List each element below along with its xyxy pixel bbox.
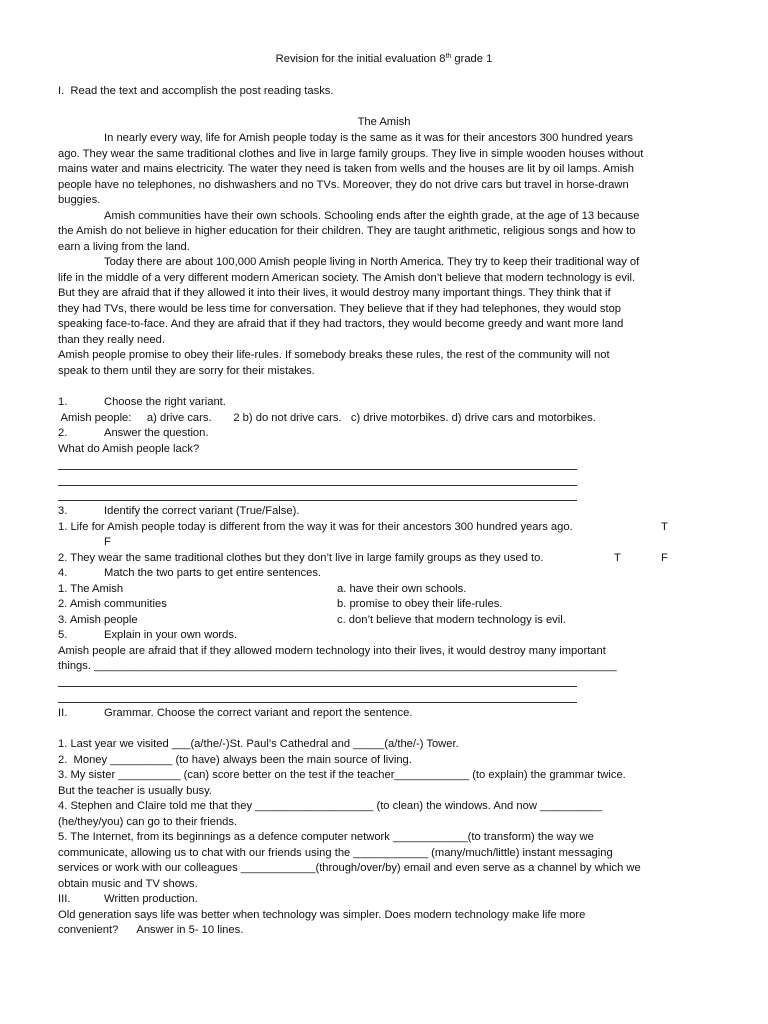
grammar-line: 1. Last year we visited ___(a/the/-)St. Paul’s Cathedral and _____(a/the/-) Tower.	[58, 738, 459, 750]
task-1-label: Choose the right variant.	[104, 396, 226, 408]
section-2-number: II.	[58, 707, 68, 719]
section-2-heading	[58, 706, 412, 722]
answer-line[interactable]	[58, 485, 577, 486]
task-5-prompt: Amish people are afraid that if they allowed modern technology into their lives, it would destroy many important	[58, 644, 606, 657]
task-2-label: Answer the question.	[104, 427, 209, 439]
section-3-label: Written production.	[104, 893, 198, 905]
task-3-heading	[58, 504, 299, 520]
reading-line: Today there are about 100,000 Amish people living in North America. They try to keep their traditional way of	[104, 256, 640, 268]
reading-line: life in the middle of a very different modern American society. The Amish don’t believe that modern technology is evil.	[58, 271, 636, 284]
match-right-item: c. don’t believe that modern technology is evil.	[337, 613, 566, 626]
reading-text-title: The Amish	[357, 116, 411, 128]
reading-line: Amish communities have their own schools. Schooling ends after the eighth grade, at the age of 13 because	[104, 209, 640, 222]
reading-line: speaking face-to-face. And they are afraid that if they had tractors, they would become greedy and want more land	[58, 318, 624, 330]
task-1-heading	[58, 395, 226, 411]
task-5-label: Explain in your own words.	[104, 629, 238, 641]
task-2-number: 2.	[58, 427, 68, 439]
match-right-item: a. have their own schools.	[337, 582, 467, 595]
task-5-prompt: things. ____________________________________________________________________________________	[58, 660, 617, 672]
true-option[interactable]: T	[614, 551, 621, 564]
section-2-label: Grammar. Choose the correct variant and report the sentence.	[104, 707, 413, 719]
grammar-line: 2. Money __________ (to have) always been the main source of living.	[58, 753, 412, 766]
grammar-line: 4. Stephen and Claire told me that they ___________________ (to clean) the windows. And now __________	[58, 800, 603, 812]
reading-line: they had TVs, there would be less time for conversation. They believe that if they had telephones, they would stop	[58, 302, 622, 315]
task-1-number: 1.	[58, 396, 68, 408]
task-1-options: Amish people: a) drive cars. 2 b) do not drive cars. c) drive motorbikes. d) drive cars and motorbikes.	[58, 411, 596, 424]
true-false-statement-2: 2. They wear the same traditional clothes but they don’t live in large family groups as they used to.	[58, 551, 544, 564]
false-option[interactable]: F	[661, 551, 668, 564]
page-title	[0, 52, 768, 68]
writing-prompt: convenient? Answer in 5- 10 lines.	[58, 924, 244, 936]
reading-line: people have no telephones, no dishwashers and no TVs. Moreover, they do not drive cars but travel in horse-drawn	[58, 178, 629, 191]
page-title-superscript: th	[445, 53, 452, 60]
page-title-main: Revision for the initial evaluation 8	[275, 53, 446, 65]
reading-line: than they really need.	[58, 333, 165, 346]
section-1-heading: I. Read the text and accomplish the post reading tasks.	[58, 85, 334, 97]
section-3-heading	[58, 892, 198, 908]
match-left-item: 1. The Amish	[58, 582, 124, 595]
true-false-statement-1: 1. Life for Amish people today is different from the way it was for their ancestors 300 hundred years ago.	[58, 520, 573, 533]
answer-line[interactable]	[58, 686, 577, 687]
task-5-heading	[58, 628, 237, 644]
reading-line: mains water and mains electricity. The water they need is taken from wells and the houses are lit by oil lamps. Amish	[58, 163, 635, 175]
reading-line: But they are afraid that if they allowed it into their lives, it would destroy many important things. They think that if	[58, 287, 611, 299]
writing-prompt: Old generation says life was better when technology was simpler. Does modern technology make life more	[58, 908, 586, 921]
task-3-number: 3.	[58, 505, 68, 517]
answer-line[interactable]	[58, 702, 577, 703]
match-right-item: b. promise to obey their life-rules.	[337, 598, 503, 610]
match-left-item: 2. Amish communities	[58, 598, 167, 610]
answer-line[interactable]	[58, 500, 577, 501]
section-3-number: III.	[58, 893, 71, 905]
grammar-line: obtain music and TV shows.	[58, 877, 198, 890]
grammar-line: services or work with our colleagues ____________(through/over/by) email and even serve as a channel by which we	[58, 862, 641, 874]
task-5-number: 5.	[58, 629, 68, 641]
false-option[interactable]: F	[104, 536, 111, 548]
task-2-question: What do Amish people lack?	[58, 442, 200, 455]
grammar-line: communicate, allowing us to chat with our friends using the ____________ (many/much/little) instant messaging	[58, 846, 613, 859]
reading-line: the Amish do not believe in higher education for their children. They are taught arithmetic, religious songs and how to	[58, 225, 636, 237]
task-3-label: Identify the correct variant (True/False).	[104, 505, 300, 517]
grammar-line: 5. The Internet, from its beginnings as a defence computer network ____________(to transform) the way we	[58, 831, 594, 843]
reading-line: Amish people promise to obey their life-rules. If somebody breaks these rules, the rest of the community will not	[58, 349, 610, 361]
grammar-line: (he/they/you) can go to their friends.	[58, 815, 238, 828]
reading-line: In nearly every way, life for Amish people today is the same as it was for their ancestors 300 hundred years	[104, 132, 633, 144]
answer-line[interactable]	[58, 469, 577, 470]
grammar-line: But the teacher is usually busy.	[58, 784, 213, 797]
reading-line: ago. They wear the same traditional clothes and live in large family groups. They live in simple wooden houses without	[58, 147, 644, 160]
reading-line: speak to them until they are sorry for their mistakes.	[58, 364, 315, 377]
task-4-number: 4.	[58, 567, 68, 579]
grammar-line: 3. My sister __________ (can) score better on the test if the teacher____________ (to explain) the grammar twice.	[58, 769, 626, 781]
reading-line: buggies.	[58, 194, 101, 206]
task-4-heading	[58, 566, 321, 582]
page-title-tail: grade 1	[451, 53, 493, 65]
task-2-heading	[58, 426, 208, 442]
match-left-item: 3. Amish people	[58, 613, 138, 626]
reading-line: earn a living from the land.	[58, 240, 190, 253]
true-option[interactable]: T	[661, 520, 668, 533]
task-4-label: Match the two parts to get entire sentences.	[104, 567, 322, 579]
